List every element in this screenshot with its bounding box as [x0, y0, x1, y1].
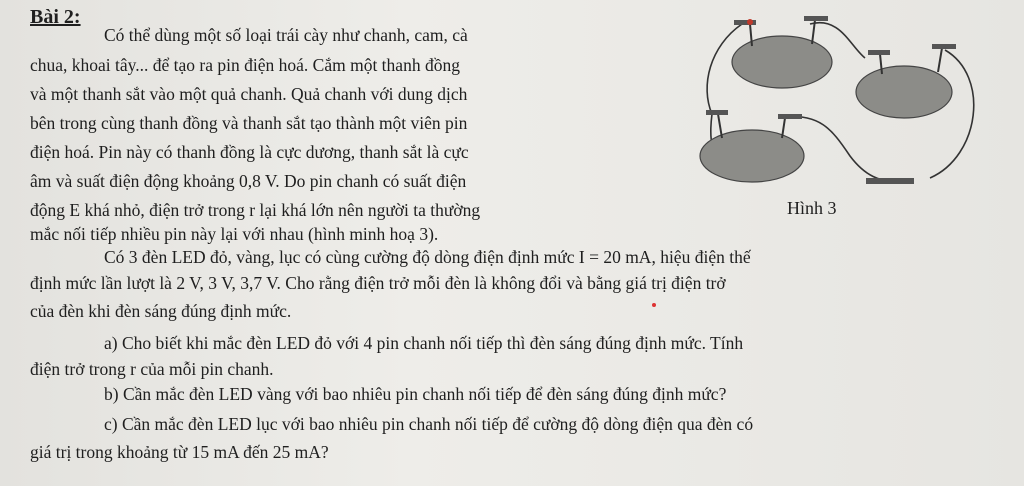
paragraph-line: Có thể dùng một số loại trái cày như chanh, cam, cà — [104, 25, 468, 45]
paragraph-line: Có 3 đèn LED đỏ, vàng, lục có cùng cường độ dòng điện định mức I = 20 mA, hiệu điện thế — [104, 247, 751, 267]
question-c-line: giá trị trong khoảng từ 15 mA đến 25 mA? — [30, 442, 329, 462]
paragraph-line: động E khá nhỏ, điện trở trong r lại khá lớn nên người ta thường — [30, 200, 481, 220]
marker-dot — [652, 303, 656, 307]
question-a-line: a) Cho biết khi mắc đèn LED đỏ với 4 pin chanh nối tiếp thì đèn sáng đúng định mức. Tính — [104, 333, 744, 353]
question-c-line: c) Cần mắc đèn LED lục với bao nhiêu pin chanh nối tiếp để cường độ dòng điện qua đèn có — [104, 414, 754, 434]
question-a-line: điện trở trong r của mỗi pin chanh. — [30, 359, 274, 379]
paragraph-line: mắc nối tiếp nhiều pin này lại với nhau (hình minh hoạ 3). — [30, 224, 439, 244]
paragraph-line: định mức lần lượt là 2 V, 3 V, 3,7 V. Cho rằng điện trở mỗi đèn là không đổi và bằng giá trị điện trở — [30, 273, 726, 293]
paragraph-line: chua, khoai tây... để tạo ra pin điện hoá. Cắm một thanh đồng — [30, 55, 460, 75]
paragraph-line: bên trong cùng thanh đồng và thanh sắt tạo thành một viên pin — [30, 113, 468, 133]
lemon-battery-circuit-icon — [690, 6, 1000, 196]
lemon-icon — [856, 66, 952, 118]
lemon-icon — [732, 36, 832, 88]
paragraph-line: âm và suất điện động khoảng 0,8 V. Do pin chanh có suất điện — [30, 171, 467, 191]
figure-caption: Hình 3 — [787, 198, 837, 218]
lemon-icon — [700, 130, 804, 182]
exercise-title: Bài 2: — [30, 6, 81, 28]
question-b-line: b) Cần mắc đèn LED vàng với bao nhiêu pin chanh nối tiếp để đèn sáng đúng định mức? — [104, 384, 727, 404]
paragraph-line: và một thanh sắt vào một quả chanh. Quả chanh với dung dịch — [30, 84, 468, 104]
paragraph-line: điện hoá. Pin này có thanh đồng là cực dương, thanh sắt là cực — [30, 142, 469, 162]
paragraph-line: của đèn khi đèn sáng đúng định mức. — [30, 301, 292, 321]
